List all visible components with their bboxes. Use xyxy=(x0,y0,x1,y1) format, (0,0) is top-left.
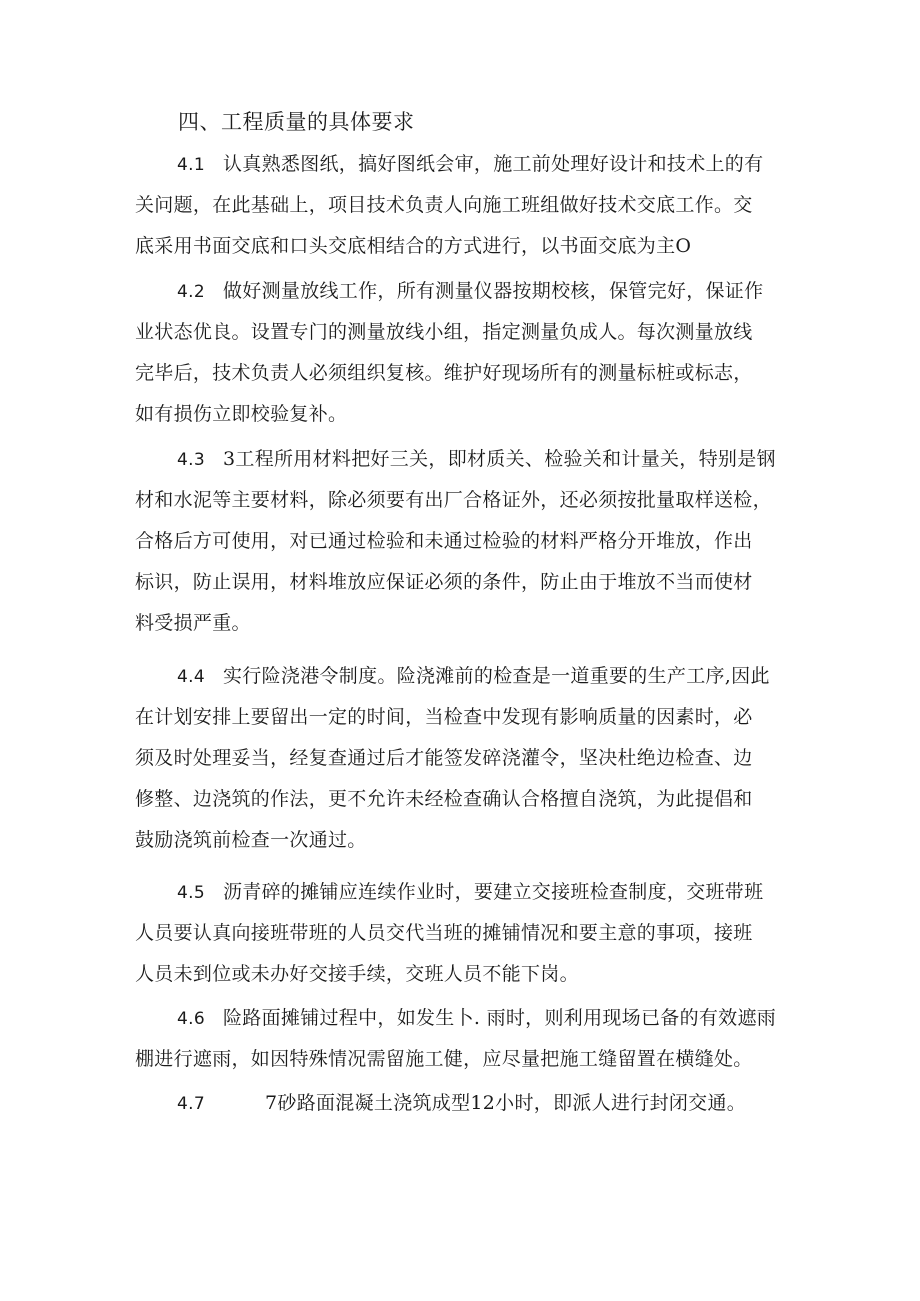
paragraph-4-2 xyxy=(135,271,795,435)
paragraph-line: 标识，防止误用，材料堆放应保证必须的条件，防止由于堆放不当而使材 xyxy=(135,571,753,593)
paragraph-4-7 xyxy=(135,1083,795,1124)
paragraph-line: 人员要认真向接班带班的人员交代当班的摊铺情况和要主意的事项，接班 xyxy=(135,922,753,944)
paragraph-4-5 xyxy=(135,872,795,995)
paragraph-line: 业状态优良。设置专门的测量放线小组，指定测量负成人。每次测量放线 xyxy=(135,321,753,343)
paragraph-line: 料受损严重。 xyxy=(135,612,251,634)
paragraph-line: 3工程所用材料把好三关，即材质关、检验关和计量关，特别是钢 xyxy=(223,448,776,470)
paragraph-4-4 xyxy=(135,656,795,861)
paragraph-line: 完毕后，技术负责人必须组织复核。维护好现场所有的测量标桩或标志， xyxy=(135,362,753,384)
clause-number: 4.6 xyxy=(177,1009,205,1029)
paragraph-line: 认真熟悉图纸，搞好图纸会审，施工前处理好设计和技术上的有 xyxy=(223,153,764,175)
paragraph-line: 沥青碎的摊铺应连续作业时，要建立交接班检查制度，交班带班 xyxy=(223,881,764,903)
clause-number: 4.5 xyxy=(177,883,205,903)
paragraph-line: 须及时处理妥当，经复查通过后才能签发碎浇灌令，坚决杜绝边检查、边 xyxy=(135,747,753,769)
paragraph-4-6 xyxy=(135,998,795,1080)
clause-number: 4.3 xyxy=(177,450,205,470)
paragraph-line: 修整、边浇筑的作法，更不允许未经检查确认合格擅自浇筑，为此提倡和 xyxy=(135,788,753,810)
paragraph-4-1 xyxy=(135,144,795,267)
paragraph-line: 合格后方可使用，对已通过检验和未通过检验的材料严格分开堆放，作出 xyxy=(135,530,753,552)
paragraph-line: 棚进行遮雨，如因特殊情况需留施工健，应尽量把施工缝留置在横缝处。 xyxy=(135,1048,753,1070)
paragraph-line: 在计划安排上要留出一定的时间，当检查中发现有影响质量的因素时，必 xyxy=(135,706,753,728)
clause-number: 4.2 xyxy=(177,282,205,302)
section-heading: 四、工程质量的具体要求 xyxy=(178,110,415,134)
paragraph-line: 做好测量放线工作，所有测量仪器按期校核，保管完好，保证作 xyxy=(223,280,764,302)
paragraph-line: 底采用书面交底和口头交底相结合的方式进行，以书面交底为主O xyxy=(135,235,692,257)
paragraph-line: 关问题，在此基础上，项目技术负责人向施工班组做好技术交底工作。交 xyxy=(135,194,753,216)
paragraph-4-3 xyxy=(135,439,795,644)
clause-number: 4.1 xyxy=(177,155,205,175)
paragraph-line: 鼓励浇筑前检查一次通过。 xyxy=(135,829,367,851)
paragraph-line: 7砂路面混凝土浇筑成型12小时，即派人进行封闭交通。 xyxy=(265,1092,747,1114)
clause-number: 4.4 xyxy=(177,667,205,687)
paragraph-line: 如有损伤立即校验复补。 xyxy=(135,403,348,425)
paragraph-line: 人员未到位或未办好交接手续，交班人员不能下岗。 xyxy=(135,963,579,985)
clause-number: 4.7 xyxy=(177,1094,205,1114)
paragraph-line: 实行险浇港令制度。险浇滩前的检查是一道重要的生产工序,因此 xyxy=(223,665,770,687)
paragraph-line: 材和水泥等主要材料，除必须要有出厂合格证外，还必须按批量取样送检， xyxy=(135,489,772,511)
paragraph-line: 险路面摊铺过程中，如发生卜. 雨时，则利用现场已备的有效遮雨 xyxy=(223,1007,777,1029)
